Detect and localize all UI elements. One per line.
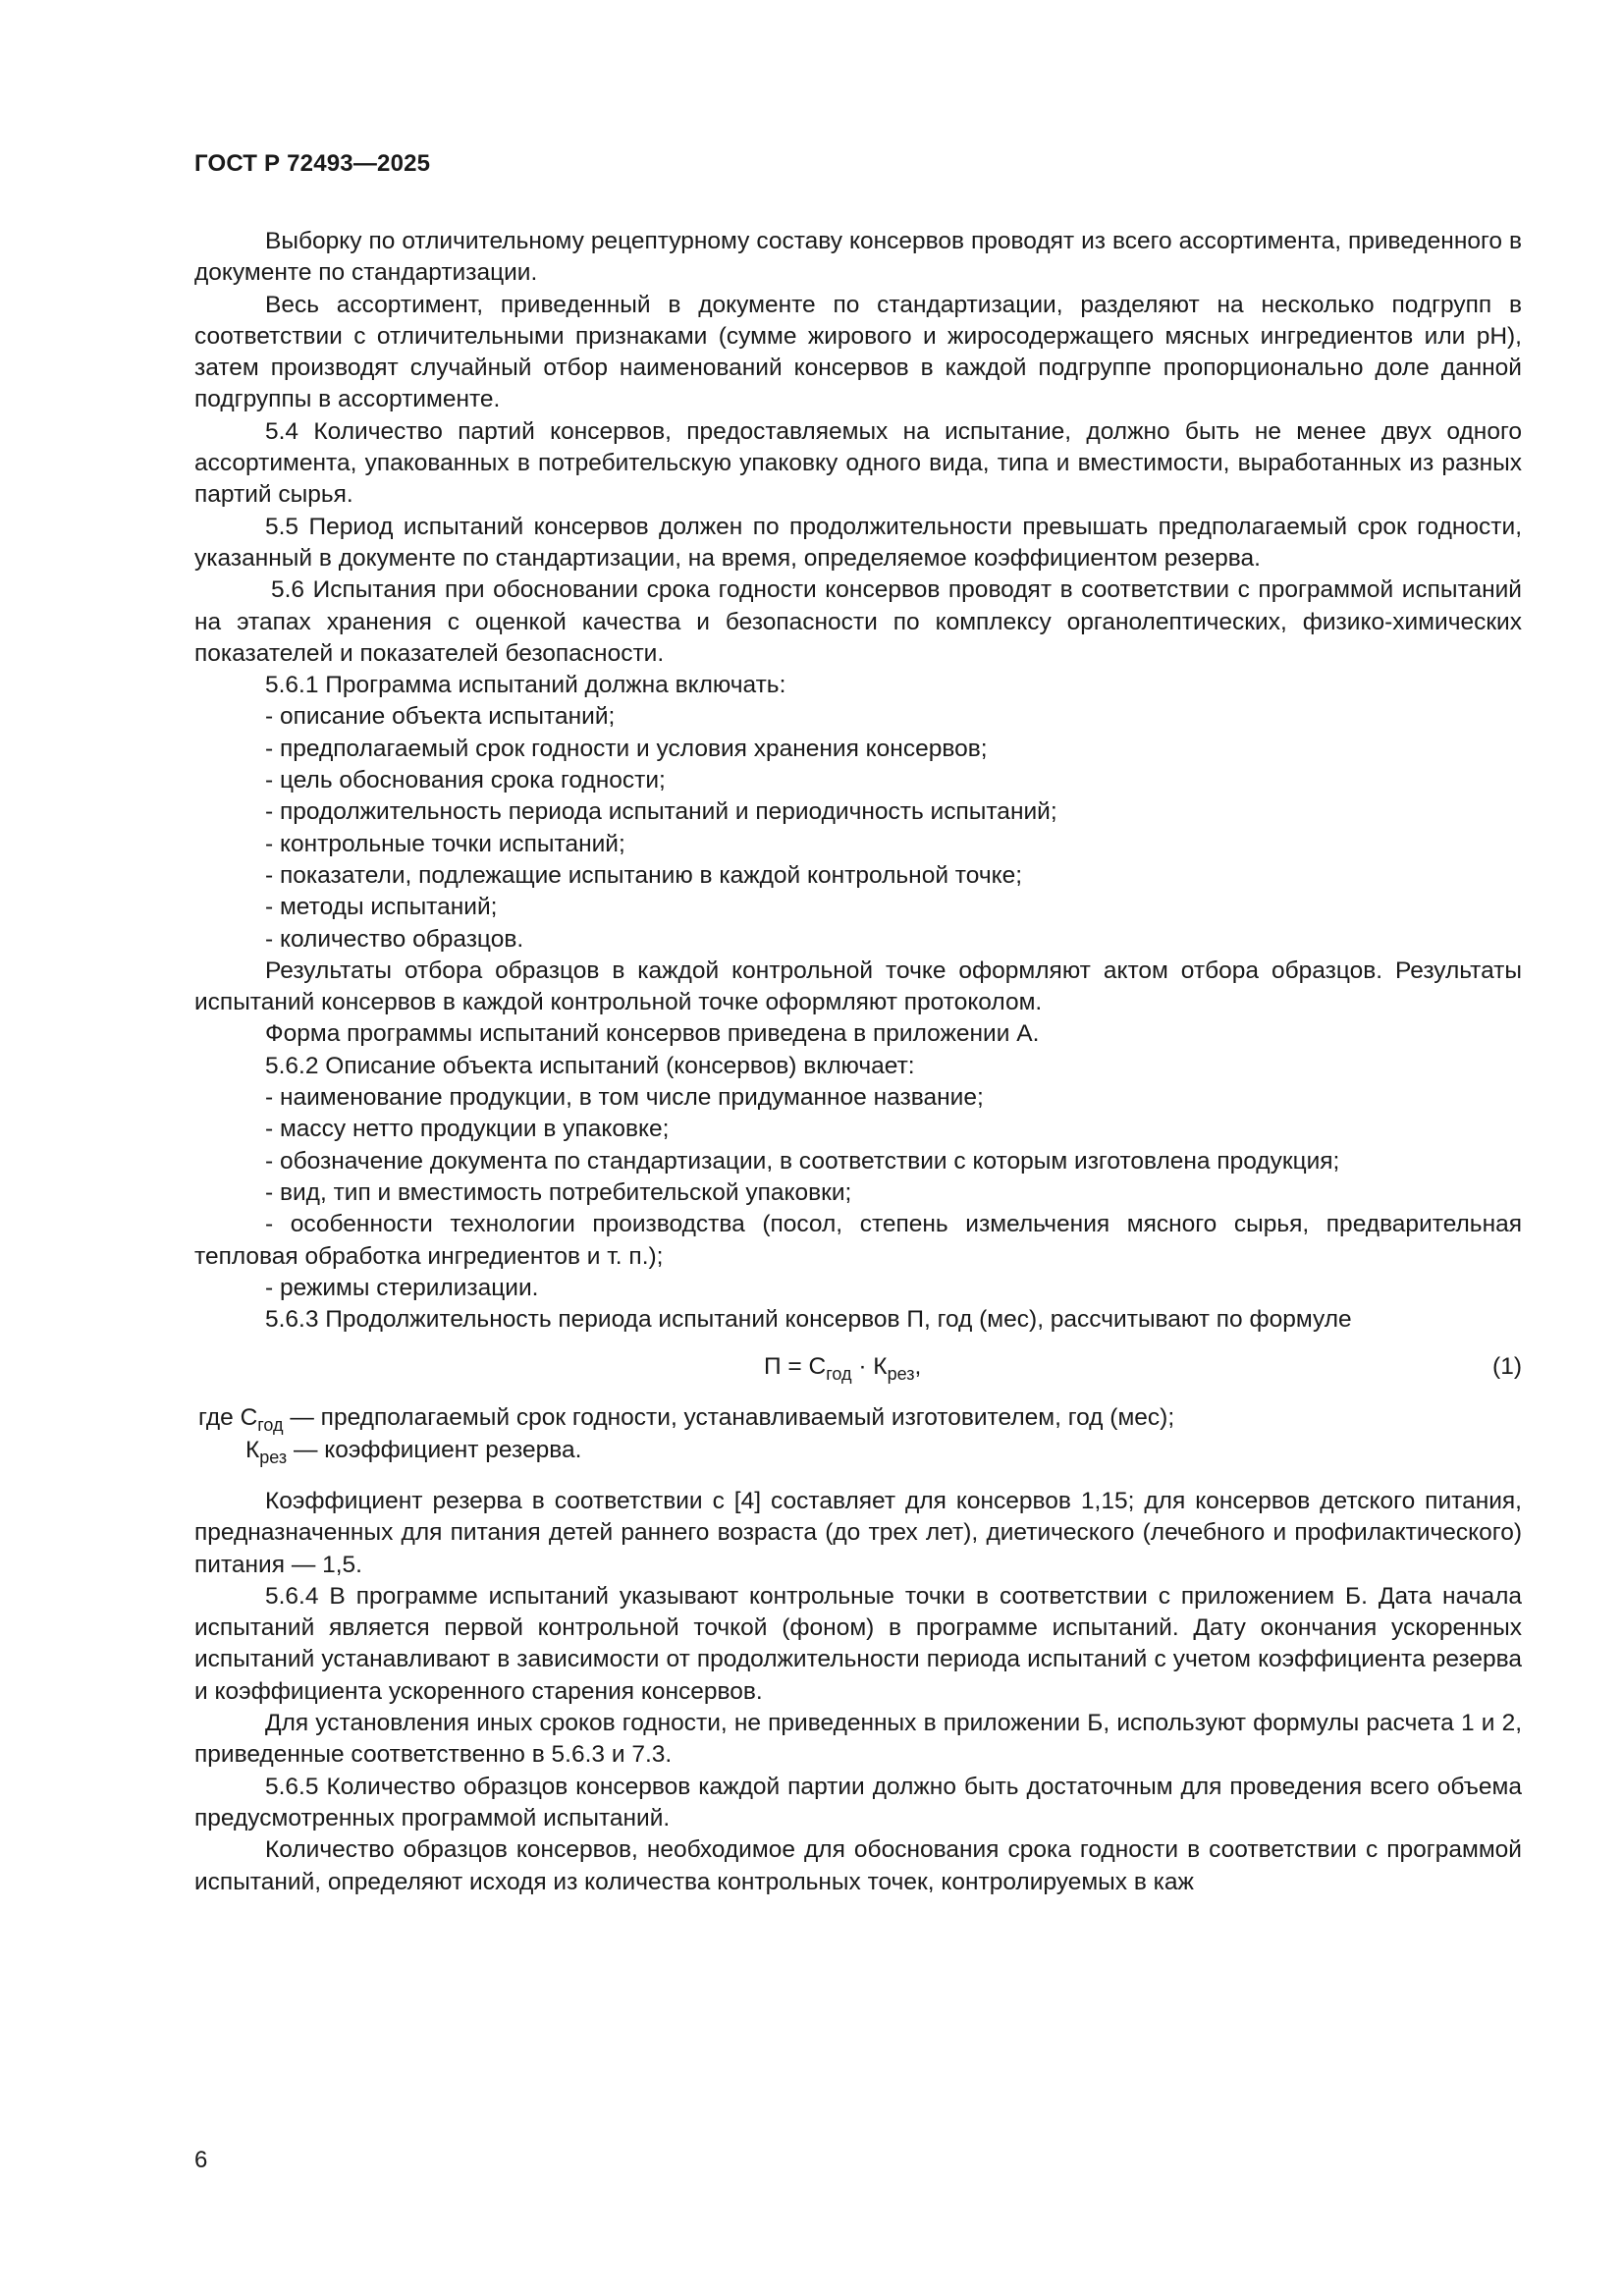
where-prefix: где С [198, 1404, 258, 1432]
where-text: — коэффициент резерва. [287, 1436, 582, 1463]
document-body [194, 226, 1522, 1898]
object-list [194, 1082, 1522, 1304]
paragraph-5-6-5: 5.6.5 Количество образцов консервов каждой партии должно быть достаточным для проведения всего объема предусмотренных программой испытаний. [194, 1773, 1522, 1831]
list-item: - описание объекта испытаний; [265, 703, 616, 731]
paragraph: Форма программы испытаний консервов приведена в приложении А. [265, 1020, 1040, 1048]
formula-mid: · К [851, 1353, 888, 1381]
list-item: - цель обоснования срока годности; [265, 767, 666, 794]
paragraph-5-4: 5.4 Количество партий консервов, предоставляемых на испытание, должно быть не менее двух одного ассортимента, упакованных в потребительскую упаковку одного вида, типа и вместимости, выработанных из разных партий сырья. [194, 417, 1522, 509]
formula-expression [764, 1351, 921, 1383]
standard-header: ГОСТ Р 72493—2025 [194, 150, 431, 177]
list-item: - контрольные точки испытаний; [265, 830, 625, 857]
paragraph-5-6-1: 5.6.1 Программа испытаний должна включать: [265, 672, 786, 699]
list-item: - массу нетто продукции в упаковке; [265, 1116, 670, 1143]
list-item: - показатели, подлежащие испытанию в каждой контрольной точке; [265, 861, 1023, 889]
list-item: - предполагаемый срок годности и условия хранения консервов; [265, 735, 988, 762]
paragraph-5-6: 5.6 Испытания при обосновании срока годности консервов проводят в соответствии с программой испытаний на этапах хранения с оценкой качества и безопасности по комплексу органолептических, физико-химических показателей и показателей безопасности. [194, 576, 1522, 667]
paragraph-5-6-3: 5.6.3 Продолжительность периода испытаний консервов П, год (мес), рассчитывают по формуле [265, 1306, 1352, 1334]
spacer [194, 1466, 1522, 1486]
formula-tail: , [914, 1353, 922, 1381]
where-line-1 [194, 1402, 1522, 1434]
formula-1 [194, 1343, 1522, 1400]
paragraph-5-6-2: 5.6.2 Описание объекта испытаний (консервов) включает: [265, 1052, 915, 1079]
paragraph: Для установления иных сроков годности, не приведенных в приложении Б, используют формулы расчета 1 и 2, приведенные соответственно в 5.6.3 и 7.3. [194, 1710, 1522, 1769]
formula-sub-rez: рез [887, 1364, 915, 1385]
where-line-2 [194, 1435, 1522, 1466]
list-item: - особенности технологии производства (посол, степень измельчения мясного сырья, предварительная тепловая обработка ингредиентов и т. п.); [194, 1211, 1522, 1270]
formula-number: (1) [1492, 1353, 1522, 1381]
paragraph-5-5: 5.5 Период испытаний консервов должен по продолжительности превышать предполагаемый срок годности, указанный в документе по стандартизации, на время, определяемое коэффициентом резерва. [194, 513, 1522, 572]
paragraph: Весь ассортимент, приведенный в документе по стандартизации, разделяют на несколько подгрупп в соответствии с отличительными признаками (сумме жирового и жиросодержащего мясных ингредиентов или pH), затем производят случайный отбор наименований консервов в каждой подгруппе пропорционально доле данной подгруппы в ассортименте. [194, 291, 1522, 413]
where-sub: год [257, 1415, 284, 1436]
formula-lhs: П = С [764, 1353, 827, 1381]
list-item: - наименование продукции, в том числе придуманное название; [265, 1084, 984, 1112]
program-list [194, 701, 1522, 955]
list-item: - методы испытаний; [265, 894, 498, 921]
list-item: - продолжительность периода испытаний и периодичность испытаний; [265, 798, 1057, 826]
list-item: - количество образцов. [265, 925, 524, 953]
paragraph: Результаты отбора образцов в каждой контрольной точке оформляют актом отбора образцов. Результаты испытаний консервов в каждой контрольной точке оформляют протоколом. [194, 957, 1522, 1016]
paragraph-5-6-4: 5.6.4 В программе испытаний указывают контрольные точки в соответствии с приложением Б. Дата начала испытаний является первой контрольной точкой (фоном) в программе испытаний. Дату окончания ускоренных испытаний устанавливают в зависимости от продолжительности периода испытаний с учетом коэффициента резерва и коэффициента ускоренного старения консервов. [194, 1582, 1522, 1705]
list-item: - режимы стерилизации. [265, 1274, 539, 1301]
paragraph: Количество образцов консервов, необходимое для обоснования срока годности в соответствии с программой испытаний, определяют исходя из количества контрольных точек, контролируемых в каж [194, 1836, 1522, 1895]
page-number: 6 [194, 2147, 208, 2173]
list-item: - вид, тип и вместимость потребительской упаковки; [265, 1178, 852, 1206]
where-text: — предполагаемый срок годности, устанавливаемый изготовителем, год (мес); [283, 1404, 1175, 1432]
formula-sub-god: год [826, 1364, 852, 1385]
paragraph: Коэффициент резерва в соответствии с [4] составляет для консервов 1,15; для консервов детского питания, предназначенных для питания детей раннего возраста (до трех лет), диетического (лечебного и профилактического) питания — 1,5. [194, 1487, 1522, 1578]
paragraph: Выборку по отличительному рецептурному составу консервов проводят из всего ассортимента, приведенного в документе по стандартизации. [194, 228, 1522, 287]
list-item: - обозначение документа по стандартизации, в соответствии с которым изготовлена продукция; [265, 1147, 1340, 1175]
where-sub: рез [259, 1447, 288, 1467]
where-prefix: К [245, 1436, 260, 1463]
